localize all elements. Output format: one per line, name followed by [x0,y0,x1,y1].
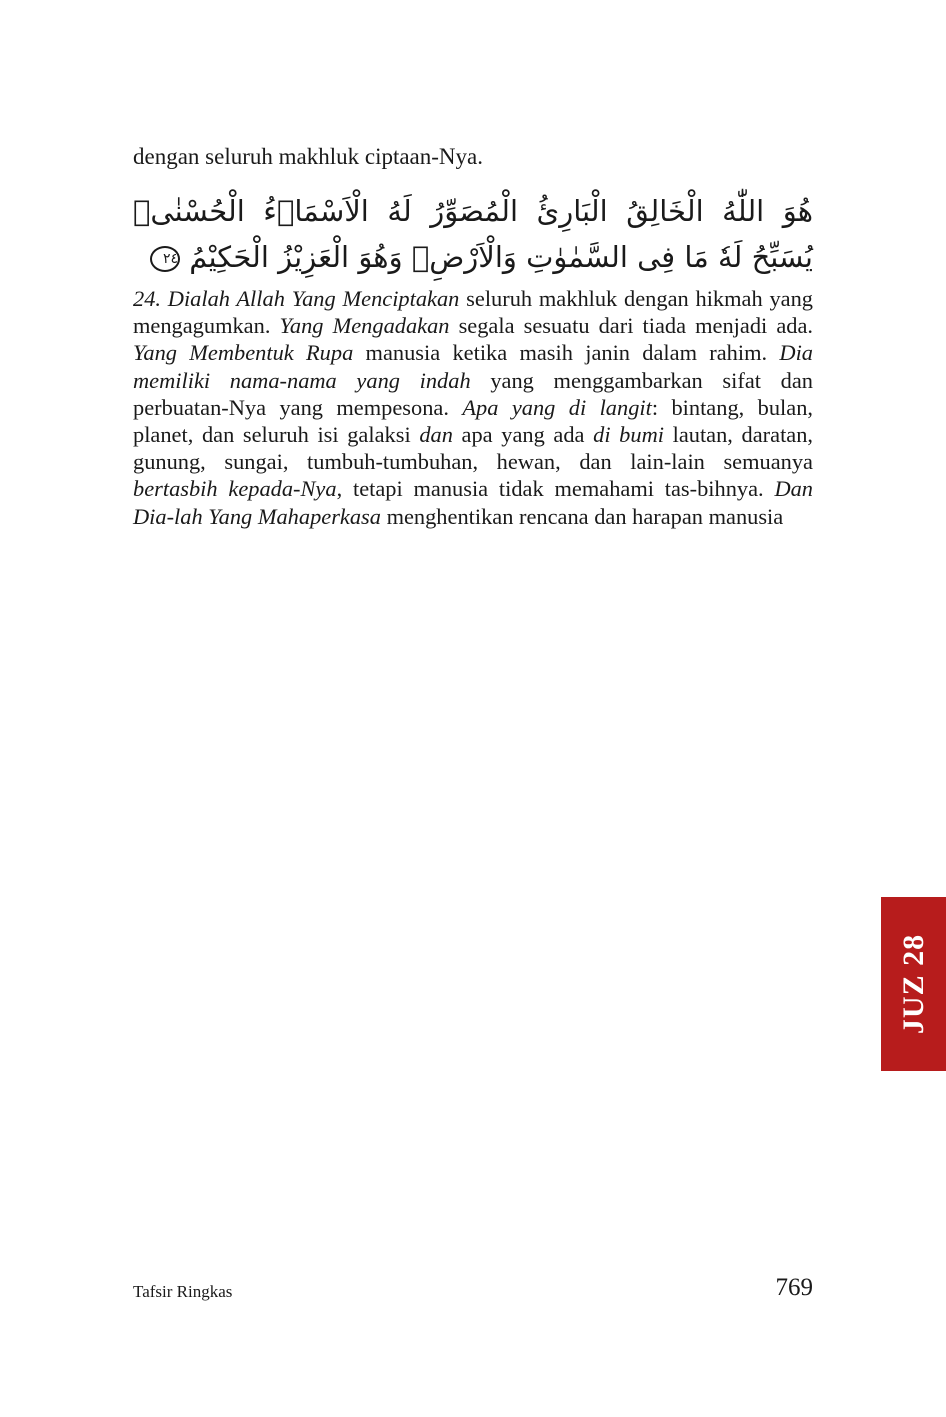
translation-segment: lautan, daratan, gunung, sungai, tumbuh-tumbuhan, hewan, dan lain-lain semuanya [133,422,814,475]
translation-segment: Dia memiliki nama-nama yang indah [133,340,813,393]
translation-segment: 24. Dialah Allah Yang Menciptakan [133,286,460,311]
translation-segment: dan [419,422,453,448]
translation-segment: menghentikan rencana dan harapan manusia [380,503,784,529]
translation-segment: Yang Mengadakan [279,313,450,339]
translation-segment: di bumi [593,422,664,448]
translation-segment: manusia ketika masih janin dalam rahim. [353,340,780,366]
translation-segment: Dan Dia-lah Yang Mahaperkasa [133,476,813,529]
arabic-verse-text: هُوَ اللّٰهُ الْخَالِقُ الْبَارِئُ الْمُصَوِّرُ لَهُ الْاَسْمَاۤءُ الْحُسْنٰىۗ يُسَبِّحُ لَهٗ مَا فِى السَّمٰوٰتِ وَالْاَرْضِۚ وَهُوَ الْعَزِيْزُ الْحَكِيْمُ [133,194,813,274]
translation-segment: : bintang, bulan, planet, dan seluruh isi galaksi [133,394,813,448]
verse-translation [133,285,813,530]
translation-segment: seluruh makhluk dengan hikmah yang mengagumkan. [133,286,813,339]
juz-side-tab [881,897,946,1071]
translation-segment: apa yang ada [452,422,594,448]
continued-text-line: dengan seluruh makhluk ciptaan-Nya. [133,144,483,169]
translation-segment: bertasbih kepada-Nya [133,476,337,502]
footer-book-title: Tafsir Ringkas [133,1282,233,1301]
translation-segment: Yang Membentuk Rupa [133,340,354,366]
juz-label: JUZ 28 [896,933,930,1035]
translation-segment: Apa yang di langit [462,394,652,420]
ayah-number-marker: ٢٤ [150,246,180,272]
arabic-verse [133,188,813,280]
translation-segment: segala sesuatu dari tiada menjadi ada. [449,313,813,339]
translation-segment: yang menggambarkan sifat dan perbuatan-Nya yang mempesona. [133,367,813,420]
page-number: 769 [775,1274,813,1301]
translation-segment: , tetapi manusia tidak memahami tas-bihnya. [336,476,775,502]
